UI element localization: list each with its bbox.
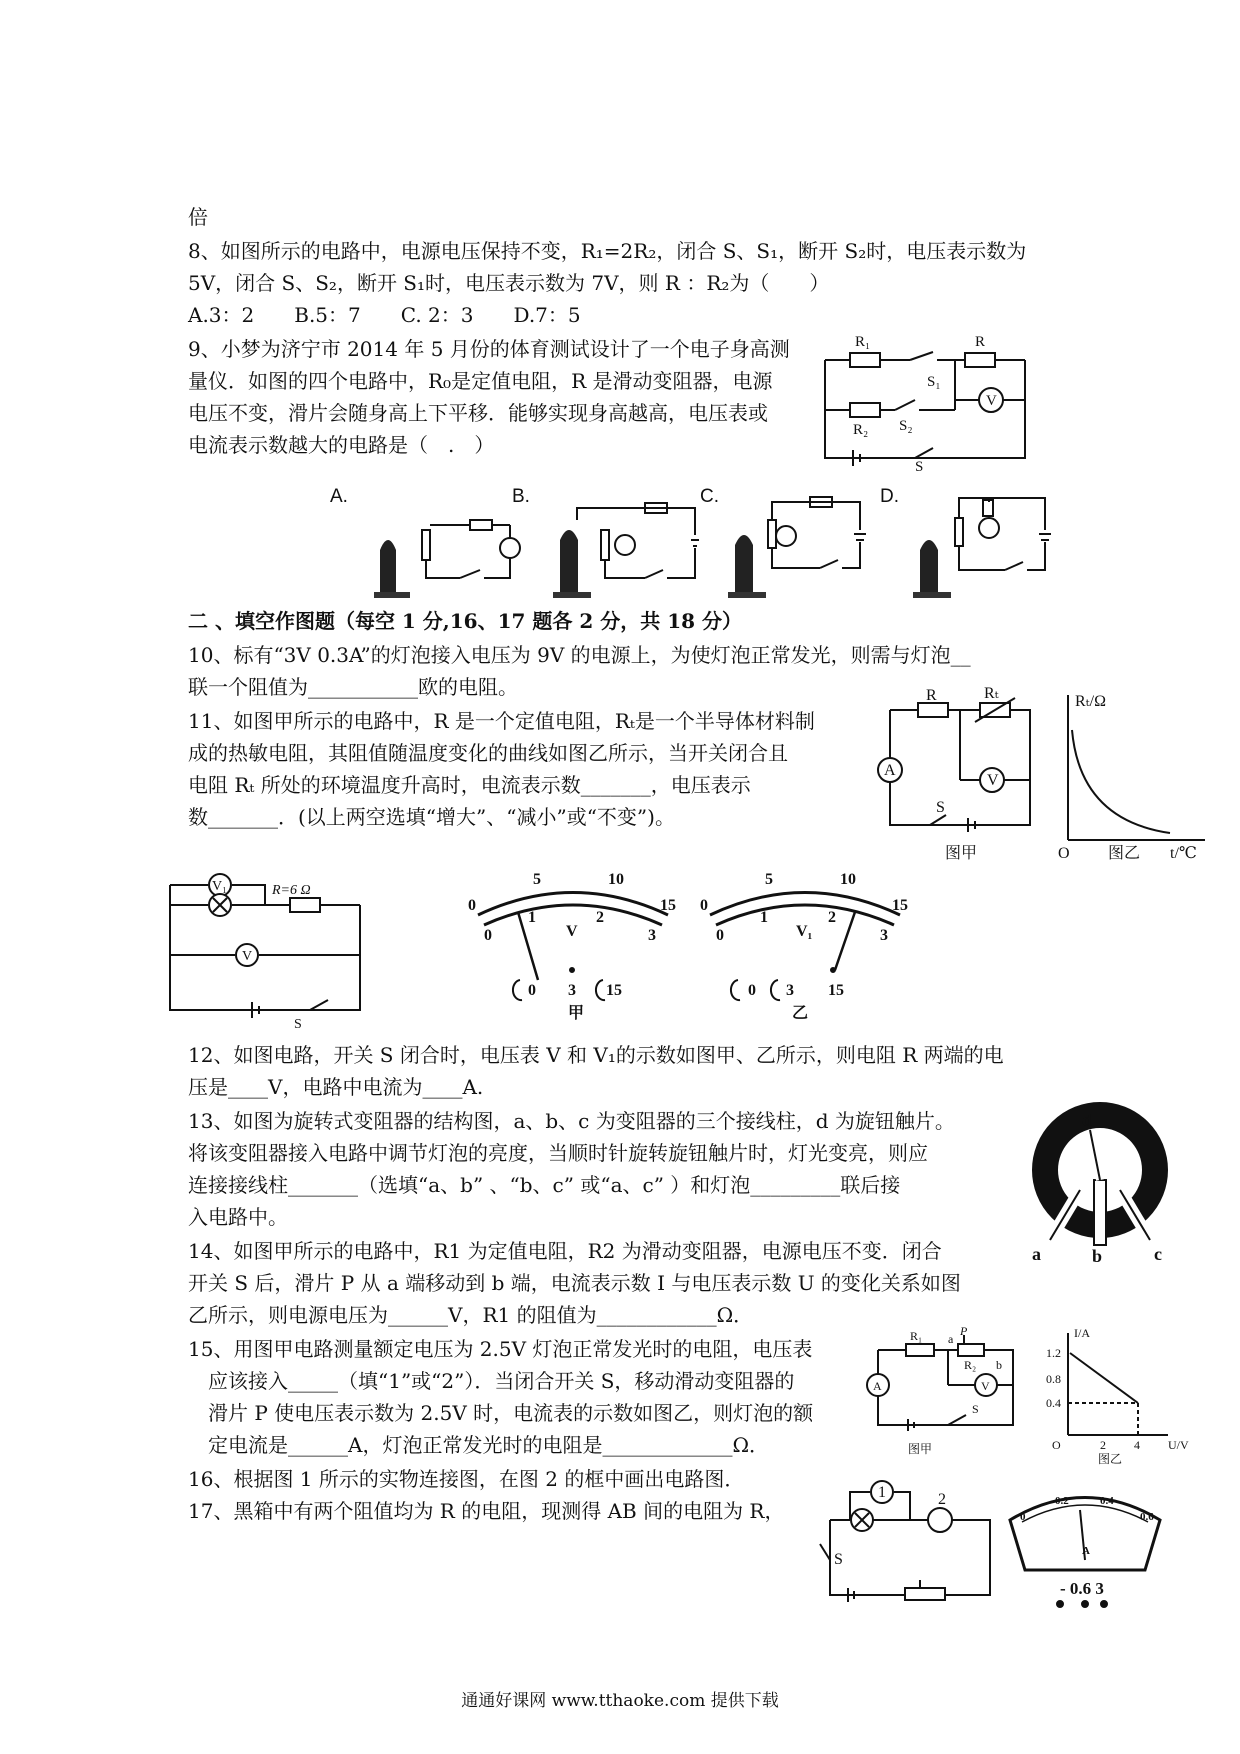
q12-line: 12、如图电路，开关 S 闭合时，电压表 V 和 V₁的示数如图甲、乙所示，则电阻 R 两端的电: [188, 1043, 1004, 1067]
scale-bot-1: 1: [760, 909, 768, 926]
label-p: P: [960, 1324, 968, 1338]
q13-line: 连接接线柱_______（选填“a、b” 、“b、c” 或“a、c” ）和灯泡_________联后接: [188, 1173, 901, 1197]
label-r: R: [975, 334, 986, 350]
rotary-rheostat-figure: [1020, 1100, 1190, 1265]
label-s: S: [294, 1017, 302, 1032]
scale-bot-3: 3: [648, 927, 656, 944]
q9-option-a-label: A.: [330, 486, 348, 507]
terminal-15: 15: [828, 982, 844, 999]
q15-line: 应该接入_____（填“1”或“2”）．当闭合开关 S，移动滑动变阻器的: [208, 1369, 795, 1393]
caption-jia: 图甲: [945, 845, 978, 862]
q8-line: 5V，闭合 S、S₂，断开 S₁时，电压表示数为 7V，则 R ：R₂为（ ）: [188, 271, 830, 295]
q10-line: 联一个阻值为___________欧的电阻。: [188, 675, 518, 699]
origin-label: O: [1058, 845, 1070, 862]
tick-0.2: 0.2: [1055, 1495, 1069, 1507]
resistor-label: R=6 Ω: [272, 883, 311, 898]
q14-line: 开关 S 后，滑片 P 从 a 端移动到 b 端，电流表示数 I 与电压表示数 U 的变化关系如图: [188, 1271, 961, 1295]
x-tick-2: 2: [1100, 1438, 1106, 1452]
label-s1: S₁: [927, 374, 941, 390]
label-s2: S₂: [899, 418, 913, 434]
scale-bot-2: 2: [596, 909, 604, 926]
q15-line: 滑片 P 使电压表示数为 2.5V 时，电流表的示数如图乙，则灯泡的额: [208, 1401, 814, 1425]
q12-line: 压是____V，电路中电流为____A.: [188, 1075, 484, 1099]
axis-label-x: U/V: [1168, 1438, 1189, 1452]
label-b-point: b: [996, 1358, 1002, 1372]
text-line: 倍: [188, 205, 208, 229]
caption-jia: 甲: [568, 1005, 585, 1022]
meter-name: V₁: [796, 923, 813, 940]
label-s: S: [972, 1402, 979, 1416]
origin-label: O: [1052, 1438, 1061, 1452]
q14-line: 14、如图甲所示的电路中，R1 为定值电阻，R2 为滑动变阻器，电源电压不变．闭合: [188, 1239, 942, 1263]
label-s: S: [936, 799, 945, 816]
axis-label-x: t/℃: [1170, 845, 1197, 862]
y-tick-1.2: 1.2: [1046, 1346, 1061, 1360]
meter-name: V: [566, 923, 578, 940]
scale-top-10: 10: [840, 871, 856, 888]
q9-option-c-circuit: [728, 497, 866, 598]
ammeter-label: A: [873, 1379, 882, 1393]
q13-line: 入电路中。: [188, 1205, 288, 1229]
q15-line: 15、用图甲电路测量额定电压为 2.5V 灯泡正常发光时的电阻，电压表: [188, 1337, 813, 1361]
q13-line: 13、如图为旋转式变阻器的结构图，a、b、c 为变阻器的三个接线柱，d 为旋钮触片。: [188, 1109, 955, 1133]
q9-option-b-label: B.: [512, 486, 530, 507]
q8-circuit-figure: [815, 330, 1035, 475]
caption-yi: 乙: [792, 1005, 809, 1022]
tick-0.6: 0.6: [1140, 1511, 1154, 1523]
axis-label-y: Rₜ/Ω: [1075, 693, 1106, 710]
ammeter-label: A: [1082, 1545, 1090, 1557]
label-c: c: [1154, 1244, 1162, 1264]
q9-option-c-label: C.: [700, 486, 719, 507]
q8-line: 8、如图所示的电路中，电源电压保持不变，R₁=2R₂，闭合 S、S₁，断开 S₂时，电压表示数为: [188, 239, 1027, 263]
q9-line: 9、小梦为济宁市 2014 年 5 月份的体育测试设计了一个电子身高测: [188, 337, 790, 361]
caption-jia: 图甲: [908, 1442, 933, 1456]
caption-yi: 图乙: [1098, 1452, 1123, 1466]
y-tick-0.4: 0.4: [1046, 1396, 1061, 1410]
scale-bot-0: 0: [484, 927, 492, 944]
terminal-3: 3: [786, 982, 794, 999]
meter-jia: [468, 870, 678, 1020]
label-r2: R₂: [853, 422, 869, 438]
q11-circuit-figure: [880, 685, 1220, 862]
label-a-point: a: [948, 1332, 954, 1346]
q9-option-b-circuit: [553, 503, 699, 598]
q11-line: 电阻 Rₜ 所处的环境温度升高时，电流表示数_______，电压表示: [188, 773, 751, 797]
q11-line: 数_______．(以上两空选填“增大”、“减小”或“不变”)。: [188, 805, 675, 829]
q15-line: 定电流是______A，灯泡正常发光时的电阻是_____________Ω．: [208, 1433, 770, 1457]
q8-options: A.3：2 B.5：7 C. 2：3 D.7：5: [188, 303, 581, 327]
scale-bot-2: 2: [828, 909, 836, 926]
q16-circuit-figure: [810, 1480, 1010, 1610]
q9-option-d-label: D.: [880, 486, 899, 507]
label-rt: Rₜ: [984, 685, 999, 702]
terminal-0: 0: [748, 982, 756, 999]
scale-top-5: 5: [765, 871, 773, 888]
voltmeter-label: V: [981, 1379, 990, 1393]
y-tick-0.8: 0.8: [1046, 1372, 1061, 1386]
scale-bot-1: 1: [528, 909, 536, 926]
scale-top-10: 10: [608, 871, 624, 888]
scale-top-15: 15: [660, 897, 676, 914]
terminals-label: - 0.6 3: [1060, 1579, 1104, 1598]
scale-top-5: 5: [533, 871, 541, 888]
q10-line: 10、标有“3V 0.3A”的灯泡接入电压为 9V 的电源上，为使灯泡正常发光，则需与灯泡__: [188, 643, 971, 667]
q16-line: 16、根据图 1 所示的实物连接图，在图 2 的框中画出电路图．: [188, 1467, 745, 1491]
voltmeter-label: V: [986, 393, 997, 409]
label-a: a: [1032, 1244, 1041, 1264]
voltmeter-v1-label: V₁: [212, 879, 227, 894]
q9-option-a-circuit: [374, 520, 520, 598]
q11-line: 成的热敏电阻，其阻值随温度变化的曲线如图乙所示，当开关闭合且: [188, 741, 788, 765]
label-s: S: [915, 459, 924, 475]
axis-label-y: I/A: [1074, 1326, 1090, 1340]
q9-line: 电流表示数越大的电路是（ . ）: [188, 433, 495, 457]
q12-circuit-figure: [160, 870, 380, 1030]
x-tick-4: 4: [1134, 1438, 1140, 1452]
section-heading: 二 、填空作图题（每空 1 分,16、17 题各 2 分，共 18 分）: [188, 609, 742, 633]
ammeter-dial-figure: [1000, 1480, 1170, 1610]
caption-yi: 图乙: [1108, 845, 1141, 862]
scale-top-0: 0: [700, 897, 708, 914]
terminal-0: 0: [528, 982, 536, 999]
scale-top-0: 0: [468, 897, 476, 914]
label-d: d: [1082, 1110, 1093, 1130]
voltmeter-label: V: [987, 772, 999, 789]
meter-1-label: 1: [878, 1484, 886, 1501]
q14-line: 乙所示，则电源电压为______V，R1 的阻值为____________Ω．: [188, 1303, 754, 1327]
q9-line: 电压不变，滑片会随身高上下平移．能够实现身高越高，电压表或: [188, 401, 768, 425]
label-r: R: [926, 687, 937, 704]
q17-line: 17、黑箱中有两个阻值均为 R 的电阻，现测得 AB 间的电阻为 R，: [188, 1499, 785, 1523]
scale-bot-3: 3: [880, 927, 888, 944]
label-r1: R₁: [855, 334, 871, 350]
meter-yi: [700, 870, 910, 1020]
terminal-15: 15: [606, 982, 622, 999]
scale-top-15: 15: [892, 897, 908, 914]
tick-0.4: 0.4: [1100, 1495, 1114, 1507]
terminal-3: 3: [568, 982, 576, 999]
scale-bot-0: 0: [716, 927, 724, 944]
q9-line: 量仪．如图的四个电路中，R₀是定值电阻，R 是滑动变阻器，电源: [188, 369, 773, 393]
q9-figures: [360, 490, 1100, 600]
meter-2-label: 2: [938, 1491, 946, 1508]
label-s: S: [834, 1551, 843, 1568]
label-r2: R₂: [964, 1358, 977, 1372]
q15-circuit-figure: [868, 1324, 1218, 1466]
label-b: b: [1092, 1246, 1103, 1266]
q11-line: 11、如图甲所示的电路中，R 是一个定值电阻，Rₜ是一个半导体材料制: [188, 709, 815, 733]
voltmeter-v-label: V: [242, 949, 253, 964]
page-footer: 通通好课网 www.tthaoke.com 提供下载: [461, 1691, 779, 1711]
q13-line: 将该变阻器接入电路中调节灯泡的亮度，当顺时针旋转旋钮触片时，灯光变亮，则应: [188, 1141, 928, 1165]
label-r1: R₁: [910, 1329, 923, 1343]
ammeter-label: A: [884, 762, 896, 779]
q9-option-d-circuit: [913, 498, 1051, 598]
tick-0: 0: [1020, 1511, 1026, 1523]
